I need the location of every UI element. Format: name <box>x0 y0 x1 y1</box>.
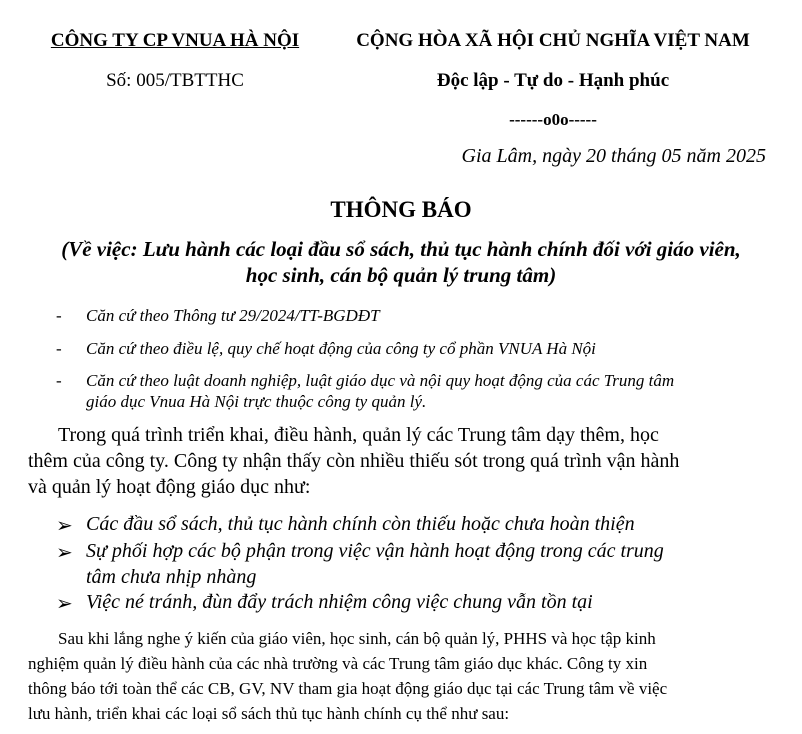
national-motto: Độc lập - Tự do - Hạnh phúc <box>436 70 670 91</box>
subject-line-2: học sinh, cán bộ quản lý trung tâm) <box>245 263 557 287</box>
issue-text-continued: tâm chưa nhịp nhàng <box>86 566 257 588</box>
place-date: Gia Lâm, ngày 20 tháng 05 năm 2025 <box>461 145 766 167</box>
basis-text-continued: giáo dục Vnua Hà Nội trực thuộc công ty quản lý. <box>86 392 427 411</box>
basis-dash: - <box>56 306 62 325</box>
arrow-bullet-icon: ➢ <box>56 542 73 564</box>
intro-line-1: Trong quá trình triển khai, điều hành, quản lý các Trung tâm dạy thêm, học <box>58 424 659 446</box>
issue-text: Sự phối hợp các bộ phận trong việc vận hành hoạt động trong các trung <box>86 540 664 562</box>
basis-dash: - <box>56 339 62 358</box>
company-name: CÔNG TY CP VNUA HÀ NỘI <box>50 30 300 51</box>
arrow-bullet-icon: ➢ <box>56 593 73 615</box>
header-ornament: ------o0o----- <box>509 110 597 129</box>
conclusion-line-4: lưu hành, triển khai các loại sổ sách thủ tục hành chính cụ thể như sau: <box>28 704 510 723</box>
republic-title: CỘNG HÒA XÃ HỘI CHỦ NGHĨA VIỆT NAM <box>356 30 750 51</box>
issue-text: Các đầu sổ sách, thủ tục hành chính còn thiếu hoặc chưa hoàn thiện <box>86 513 635 535</box>
conclusion-line-3: thông báo tới toàn thể các CB, GV, NV tham gia hoạt động giáo dục tại các Trung tâm về việc <box>28 679 668 698</box>
document-subject <box>0 236 802 288</box>
document-title: THÔNG BÁO <box>330 197 472 222</box>
document-number: Số: 005/TBTTHC <box>106 70 244 91</box>
basis-text: Căn cứ theo điều lệ, quy chế hoạt động của công ty cổ phần VNUA Hà Nội <box>86 339 596 358</box>
basis-text: Căn cứ theo Thông tư 29/2024/TT-BGDĐT <box>86 306 380 325</box>
arrow-bullet-icon: ➢ <box>56 515 73 537</box>
conclusion-line-2: nghiệm quản lý điều hành của các nhà trường và các Trung tâm giáo dục khác. Công ty xin <box>28 654 648 673</box>
issue-text: Việc né tránh, đùn đẩy trách nhiệm công việc chung vẫn tồn tại <box>86 591 593 613</box>
intro-line-2: thêm của công ty. Công ty nhận thấy còn nhiều thiếu sót trong quá trình vận hành <box>28 450 680 472</box>
conclusion-line-1: Sau khi lắng nghe ý kiến của giáo viên, học sinh, cán bộ quản lý, PHHS và học tập kinh <box>58 629 656 648</box>
subject-line-1: (Về việc: Lưu hành các loại đầu sổ sách, thủ tục hành chính đối với giáo viên, <box>61 237 741 261</box>
basis-dash: - <box>56 371 62 390</box>
intro-line-3: và quản lý hoạt động giáo dục như: <box>28 476 311 498</box>
basis-text: Căn cứ theo luật doanh nghiệp, luật giáo dục và nội quy hoạt động của các Trung tâm <box>86 371 675 390</box>
